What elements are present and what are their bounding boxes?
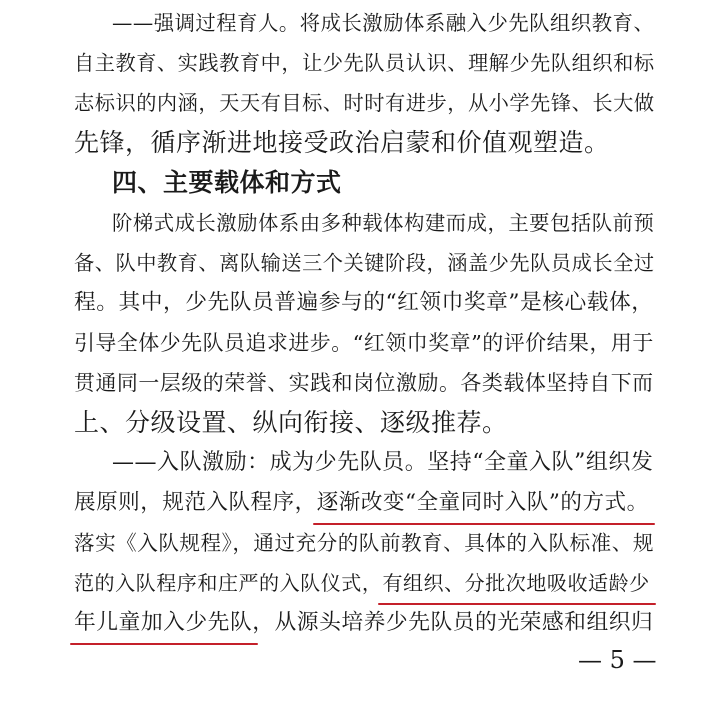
highlighted-phrase-2b: 年儿童加入少先队 (74, 603, 252, 643)
paragraph1-line2: 自主教育、实践教育中，让少先队员认识、理解少先队组织和标 (74, 51, 655, 75)
paragraph1-line3: 志标识的内涵，天天有目标、时时有进步，从小学先锋、长大做 (74, 91, 655, 115)
paragraph2-line4: 引导全体少先队员追求进步。“红领巾奖章”的评价结果，用于 (74, 331, 654, 355)
paragraph3-line4-text: 范的入队程序和庄严的入队仪式， (74, 571, 383, 595)
page-number: — 5 — (578, 646, 657, 674)
paragraph3-line2-text: 展原则，规范入队程序， (74, 490, 317, 515)
paragraph3-line1: ——入队激励：成为少先队员。坚持“全童入队”组织发 (112, 450, 654, 475)
highlighted-phrase-1: 逐渐改变“全童同时入队”的方式。 (317, 483, 649, 523)
section-heading: 四、主要载体和方式 (112, 168, 342, 197)
paragraph2-line6: 上、分级设置、纵向衔接、逐级推荐。 (74, 408, 508, 437)
paragraph1-line4: 先锋，循序渐进地接受政治启蒙和价值观塑造。 (74, 128, 610, 157)
paragraph1-line1: ——强调过程育人。将成长激励体系融入少先队组织教育、 (112, 11, 655, 35)
paragraph2-line5: 贯通同一层级的荣誉、实践和岗位激励。各类载体坚持自下而 (74, 371, 654, 395)
highlighted-phrase-2a: 有组织、分批次地吸收适龄少 (382, 563, 649, 603)
paragraph3-line2 (74, 483, 649, 523)
paragraph2-line3: 程。其中，少先队员普遍参与的“红领巾奖章”是核心载体， (74, 290, 654, 315)
paragraph3-line3: 落实《入队规程》，通过充分的队前教育、具体的入队标准、规 (74, 531, 654, 555)
paragraph2-line2: 备、队中教育、离队输送三个关键阶段，涵盖少先队员成长全过 (74, 251, 655, 275)
paragraph2-line1: 阶梯式成长激励体系由多种载体构建而成，主要包括队前预 (112, 211, 655, 235)
paragraph3-line5-text: ，从源头培养少先队员的光荣感和组织归 (252, 610, 654, 635)
paragraph3-line5 (74, 603, 653, 643)
paragraph3-line4 (74, 563, 650, 603)
